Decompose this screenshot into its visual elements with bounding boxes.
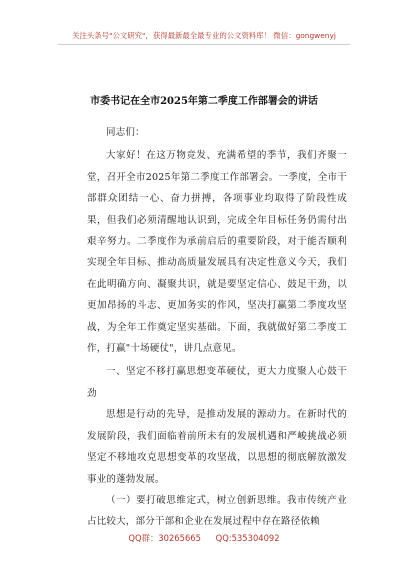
section-heading: 一、坚定不移打赢思想变革硬仗，更大力度聚人心鼓干劲 (87, 366, 347, 399)
footer-qq-contact: QQ:535304092 (215, 533, 280, 543)
footer-qq-group: QQ群：30265665 (128, 533, 201, 543)
document-body (87, 116, 347, 533)
document-title: 市委书记在全市2025年第二季度工作部署会的讲话 (90, 96, 318, 107)
section-paragraph: 思想是行动的先导，是推动发展的源动力。在新时代的发展阶段，我们面临着前所未有的发展机遇和严峻挑战必须坚定不移地攻克思想变革的攻坚战，以思想的彻底解放激发事业的蓬勃发展。 (87, 409, 347, 485)
subsection-paragraph: （一）要打破思维定式，树立创新思维。我市传统产业占比较大，部分干部和企业在发展过程中存在路径依赖 (87, 494, 347, 528)
header-banner: 关注头条号"公文研究"，获得最新最全最专业的公文资料库！ 微信：gongwenyj (72, 31, 336, 40)
footer (0, 532, 408, 544)
opening-paragraph: 大家好！在这万物竞发、充满希望的季节，我们齐聚一堂，召开全市2025年第二季度工作部署会。一季度，全市干部群众团结一心、奋力拼搏，各项事业均取得了阶段性成果，但我们必须清醒地认识到，完成全年目标任务仍需付出艰辛努力。二季度作为承前启后的重要阶段，对于能否顺利实现全年目标、推动高质量发展具有决定性意义今天，我们在此明确方向、凝聚共识，就是要坚定信心、鼓足干劲，以更加昂扬的斗志、更加务实的作风，坚决打赢第二季度攻坚战，为全年工作奠定坚实基础。下面，我就做好第二季度工作，打赢"十场硬仗"，讲几点意见。 (87, 150, 347, 355)
header-divider (58, 44, 350, 45)
greeting: 同志们： (106, 127, 145, 138)
